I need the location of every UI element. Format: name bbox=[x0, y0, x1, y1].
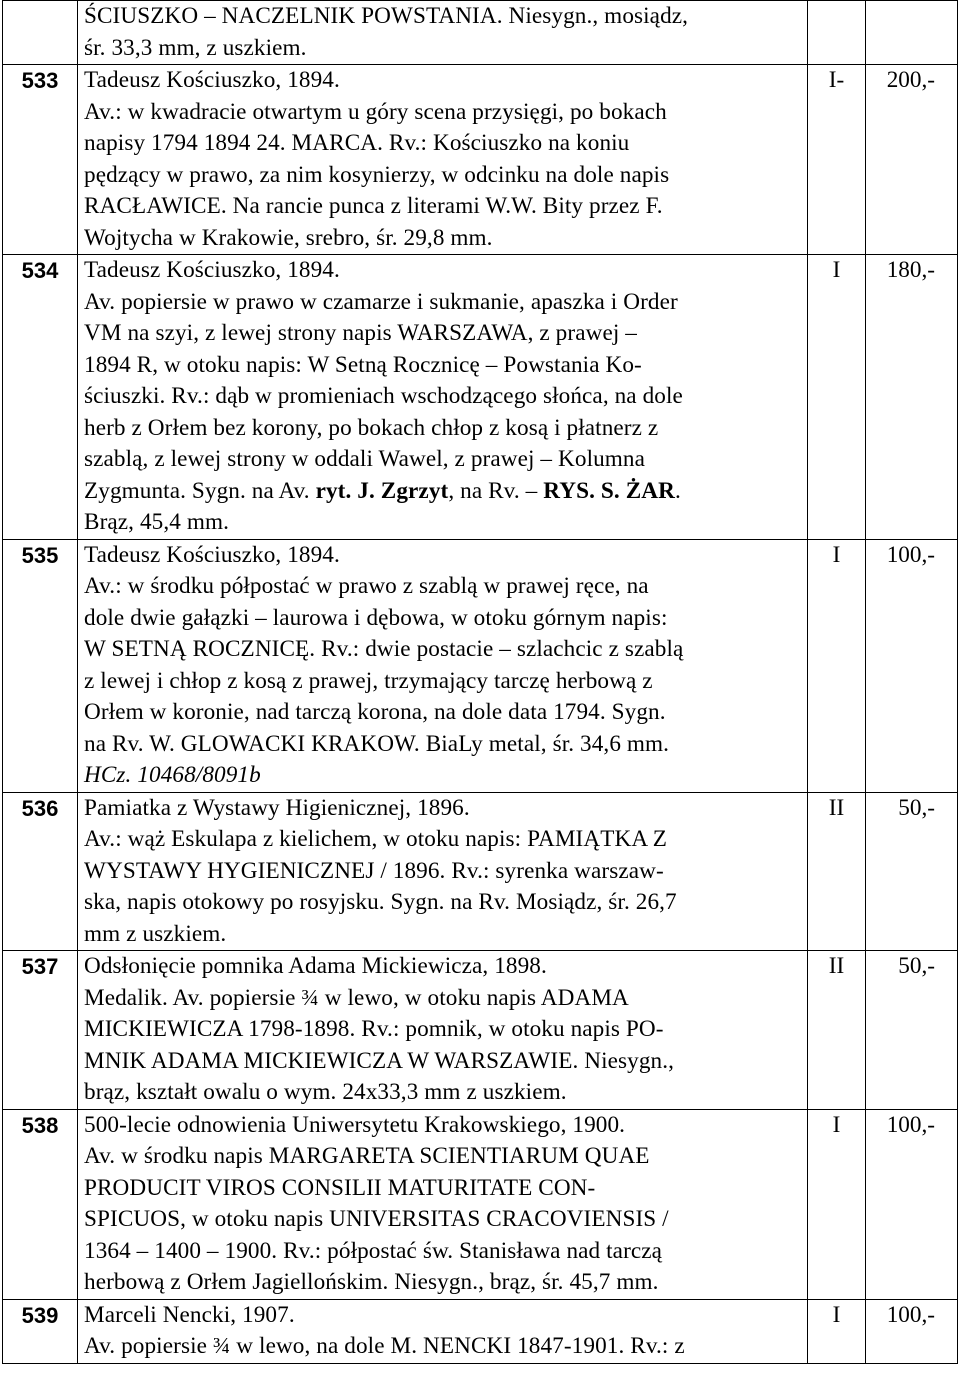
lot-number: 533 bbox=[3, 65, 78, 255]
lot-price: 200,- bbox=[866, 65, 958, 255]
description-line: z lewej i chłop z kosą z prawej, trzymający tarczę herbową z bbox=[84, 667, 653, 694]
lot-grade: II bbox=[808, 951, 866, 1110]
lot-price bbox=[866, 1, 958, 65]
lot-grade: I bbox=[808, 1299, 866, 1363]
signature-text: Zygmunta. Sygn. na Av. bbox=[84, 477, 316, 504]
table-row bbox=[3, 951, 958, 1110]
description-line: napisy 1794 1894 24. MARCA. Rv.: Kościuszko na koniu bbox=[84, 130, 630, 156]
table-row bbox=[3, 792, 958, 951]
table-row bbox=[3, 1299, 958, 1363]
description-line: ściuszki. Rv.: dąb w promieniach wschodzącego słońca, na dole bbox=[84, 383, 683, 409]
lot-price: 180,- bbox=[866, 255, 958, 540]
lot-number: 535 bbox=[3, 539, 78, 792]
description-line: herb z Orłem bez korony, po bokach chłop z kosą i płatnerz z bbox=[84, 414, 659, 441]
designer-signature: RYS. S. ŻAR bbox=[543, 477, 675, 504]
description-line: 1894 R, w otoku napis: W Setną Rocznicę – Powstania Ko- bbox=[84, 351, 642, 378]
lot-price: 50,- bbox=[866, 792, 958, 951]
description-line: Orłem w koronie, nad tarczą korona, na dole data 1794. Sygn. bbox=[84, 699, 666, 725]
description-line: pędzący w prawo, za nim kosynierzy, w odcinku na dole napis bbox=[84, 161, 670, 188]
lot-price: 50,- bbox=[866, 951, 958, 1110]
lot-grade: II bbox=[808, 792, 866, 951]
lot-title: Pamiatka z Wystawy Higienicznej, 1896. bbox=[84, 794, 470, 821]
lot-number: 538 bbox=[3, 1109, 78, 1299]
description-line: Av. w środku napis MARGARETA SCIENTIARUM QUAE bbox=[84, 1143, 650, 1169]
description-line: Av. popiersie w prawo w czamarze i sukmanie, apaszka i Order bbox=[84, 288, 678, 315]
lot-number: 537 bbox=[3, 951, 78, 1110]
lot-price: 100,- bbox=[866, 1109, 958, 1299]
lot-title: Tadeusz Kościuszko, 1894. bbox=[84, 541, 340, 568]
description-line: brąz, kształt owalu o wym. 24x33,3 mm z uszkiem. bbox=[84, 1079, 567, 1105]
lot-number: 539 bbox=[3, 1299, 78, 1363]
lot-description bbox=[78, 539, 808, 792]
lot-grade: I bbox=[808, 539, 866, 792]
table-row bbox=[3, 1109, 958, 1299]
lot-description bbox=[78, 951, 808, 1110]
lot-title: Tadeusz Kościuszko, 1894. bbox=[84, 257, 340, 283]
description-line: PRODUCIT VIROS CONSILII MATURITATE CON- bbox=[84, 1174, 596, 1201]
description-line bbox=[84, 476, 803, 508]
table-row bbox=[3, 65, 958, 255]
catalog-table bbox=[2, 0, 958, 1364]
lot-description bbox=[78, 1109, 808, 1299]
lot-price: 100,- bbox=[866, 539, 958, 792]
table-row bbox=[3, 255, 958, 540]
lot-description bbox=[78, 65, 808, 255]
lot-grade bbox=[808, 1, 866, 65]
description-line: MNIK ADAMA MICKIEWICZA W WARSZAWIE. Niesygn., bbox=[84, 1047, 675, 1074]
lot-number: 534 bbox=[3, 255, 78, 540]
description-line: W SETNĄ ROCZNICĘ. Rv.: dwie postacie – szlachcic z szablą bbox=[84, 636, 684, 662]
lot-grade: I bbox=[808, 255, 866, 540]
description-line: dole dwie gałązki – laurowa i dębowa, w otoku górnym napis: bbox=[84, 604, 668, 631]
lot-title: Odsłonięcie pomnika Adama Mickiewicza, 1898. bbox=[84, 953, 547, 979]
description-line: Av.: w kwadracie otwartym u góry scena przysięgi, po bokach bbox=[84, 98, 667, 125]
description-line: Medalik. Av. popiersie ¾ w lewo, w otoku napis ADAMA bbox=[84, 984, 629, 1011]
lot-title: Marceli Nencki, 1907. bbox=[84, 1301, 295, 1328]
description-line: MICKIEWICZA 1798-1898. Rv.: pomnik, w otoku napis PO- bbox=[84, 1016, 664, 1042]
description-line: RACŁAWICE. Na rancie punca z literami W.W. Bity przez F. bbox=[84, 193, 663, 219]
description-line: Wojtycha w Krakowie, srebro, śr. 29,8 mm. bbox=[84, 224, 493, 251]
lot-number bbox=[3, 1, 78, 65]
description-line: VM na szyi, z lewej strony napis WARSZAWA, z prawej – bbox=[84, 320, 637, 346]
lot-title: Tadeusz Kościuszko, 1894. bbox=[84, 67, 340, 93]
description-line: Av. popiersie ¾ w lewo, na dole M. NENCKI 1847-1901. Rv.: z bbox=[84, 1333, 685, 1359]
description-line: ŚCIUSZKO – NACZELNIK POWSTANIA. Niesygn., mosiądz, bbox=[84, 3, 689, 29]
description-line: SPICUOS, w otoku napis UNIVERSITAS CRACOVIENSIS / bbox=[84, 1206, 669, 1232]
lot-grade: I- bbox=[808, 65, 866, 255]
table-row bbox=[3, 1, 958, 65]
description-line: Av.: wąż Eskulapa z kielichem, w otoku napis: PAMIĄTKA Z bbox=[84, 826, 668, 852]
description-line: Av.: w środku półpostać w prawo z szablą w prawej ręce, na bbox=[84, 573, 649, 599]
lot-price: 100,- bbox=[866, 1299, 958, 1363]
catalog-reference: HCz. 10468/8091b bbox=[84, 762, 261, 788]
lot-description bbox=[78, 1, 808, 65]
description-line: szablą, z lewej strony w oddali Wawel, z prawej – Kolumna bbox=[84, 446, 646, 472]
lot-description bbox=[78, 255, 808, 540]
description-line: na Rv. W. GLOWACKI KRAKOW. BiaLy metal, śr. 34,6 mm. bbox=[84, 730, 670, 757]
description-line: WYSTAWY HYGIENICZNEJ / 1896. Rv.: syrenka warszaw- bbox=[84, 857, 664, 884]
description-line: mm z uszkiem. bbox=[84, 920, 227, 947]
lot-description bbox=[78, 1299, 808, 1363]
description-line: śr. 33,3 mm, z uszkiem. bbox=[84, 34, 307, 61]
signature-text: . bbox=[674, 477, 681, 504]
description-line: ska, napis otokowy po rosyjsku. Sygn. na Rv. Mosiądz, śr. 26,7 bbox=[84, 889, 677, 915]
lot-grade: I bbox=[808, 1109, 866, 1299]
table-row bbox=[3, 539, 958, 792]
lot-title: 500-lecie odnowienia Uniwersytetu Krakowskiego, 1900. bbox=[84, 1111, 626, 1138]
description-line: herbową z Orłem Jagiellońskim. Niesygn., brąz, śr. 45,7 mm. bbox=[84, 1269, 659, 1295]
engraver-signature: ryt. J. Zgrzyt bbox=[315, 477, 449, 504]
description-line: Brąz, 45,4 mm. bbox=[84, 509, 230, 535]
description-line: 1364 – 1400 – 1900. Rv.: półpostać św. Stanisława nad tarczą bbox=[84, 1237, 663, 1264]
lot-number: 536 bbox=[3, 792, 78, 951]
lot-description bbox=[78, 792, 808, 951]
signature-text: , na Rv. – bbox=[448, 477, 544, 504]
